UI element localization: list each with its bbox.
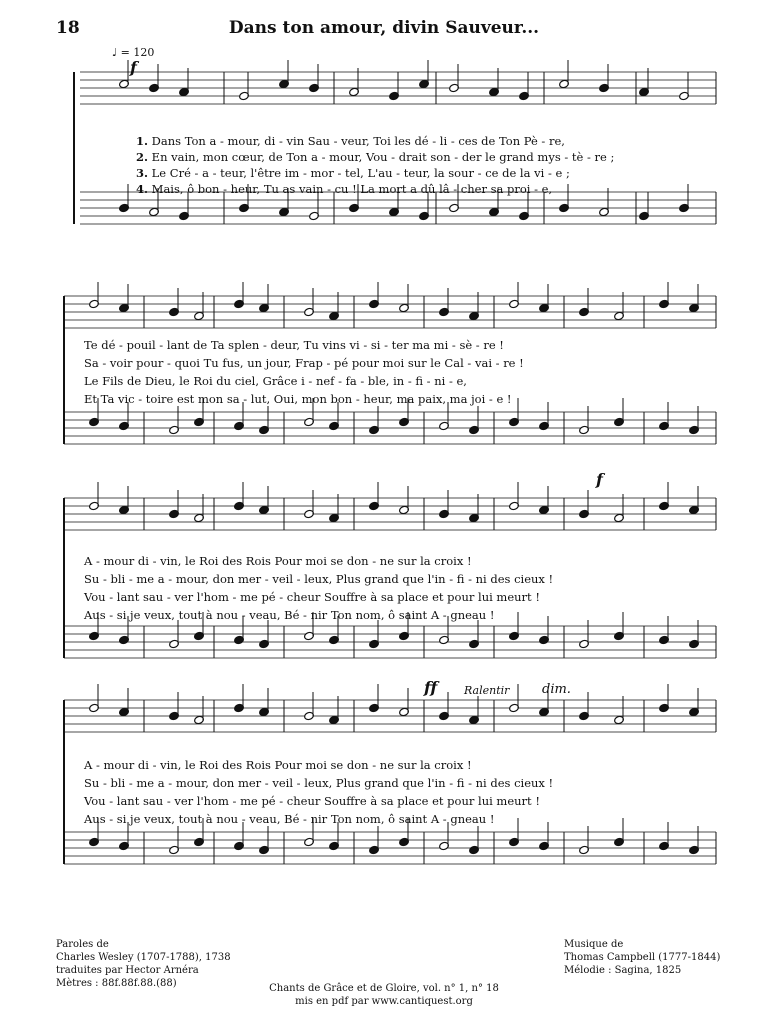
lyric-line-1: Te dé - pouil - lant de Ta splen - deur, Tu vins vi - si - ter ma mi - sè - re ! — [84, 338, 504, 352]
footer-right-line: Musique de — [564, 939, 624, 950]
footer-left-line: Mètres : 88f.88f.88.(88) — [56, 978, 177, 989]
lyric-line-3: Vou - lant sau - ver l'hom - me pé - cheur Souffre à sa place et pour lui meurt ! — [84, 590, 540, 604]
page-number: 18 — [56, 18, 80, 38]
dim-marking: dim. — [542, 682, 571, 697]
ralentir-marking: Ralentir — [464, 684, 510, 697]
grand-staff-3 — [24, 470, 744, 670]
footer-right-line: Mélodie : Sagina, 1825 — [564, 965, 682, 976]
lyric-line-4: Aus - si je veux, tout à nou - veau, Bé - nir Ton nom, ô saint A - gneau ! — [84, 812, 495, 826]
footer-left-line: Paroles de — [56, 939, 109, 950]
lyric-line-3: Le Fils de Dieu, le Roi du ciel, Grâce i - nef - fa - ble, in - fi - ni - e, — [84, 374, 467, 388]
lyric-line-2: Su - bli - me a - mour, don mer - veil - leux, Plus grand que l'in - fi - ni des cieux ! — [84, 572, 554, 586]
lyric-line-4: 4. Mais, ô bon - heur, Tu as vain - cu ! La mort a dû lâ - cher sa proi - e, — [136, 182, 553, 196]
tempo-marking: ♩ = 120 — [112, 46, 155, 59]
music-system-4 — [24, 676, 744, 886]
footer-right — [564, 938, 720, 977]
lyric-line-4: Aus - si je veux, tout à nou - veau, Bé - nir Ton nom, ô saint A - gneau ! — [84, 608, 495, 622]
footer-center-line: Chants de Grâce et de Gloire, vol. n° 1, n° 18 — [269, 983, 499, 994]
music-system-2 — [24, 282, 744, 462]
footer-center-line: mis en pdf par www.cantiquest.org — [295, 996, 473, 1007]
lyric-line-1: A - mour di - vin, le Roi des Rois Pour moi se don - ne sur la croix ! — [84, 554, 472, 568]
lyric-line-2: Sa - voir pour - quoi Tu fus, un jour, Frap - pé pour moi sur le Cal - vai - re ! — [84, 356, 524, 370]
footer-left-line: Charles Wesley (1707-1788), 1738 — [56, 952, 231, 963]
music-system-3 — [24, 470, 744, 670]
music-system-1 — [24, 44, 744, 269]
footer-right-line: Thomas Campbell (1777-1844) — [564, 952, 721, 963]
lyric-line-1: A - mour di - vin, le Roi des Rois Pour moi se don - ne sur la croix ! — [84, 758, 472, 772]
dynamic-forte-2: f — [596, 470, 603, 489]
lyric-line-2: 2. En vain, mon cœur, de Ton a - mour, Vou - drait son - der le grand mys - tè - re ; — [136, 150, 615, 164]
lyric-line-2: Su - bli - me a - mour, don mer - veil - leux, Plus grand que l'in - fi - ni des cieux ! — [84, 776, 554, 790]
footer-center — [0, 982, 768, 1008]
lyric-line-1: 1. Dans Ton a - mour, di - vin Sau - veur, Toi les dé - li - ces de Ton Pè - re, — [136, 134, 565, 148]
grand-staff-2 — [24, 282, 744, 462]
footer-left-line: traduites par Hector Arnéra — [56, 965, 199, 976]
dynamic-forte-1: f — [130, 58, 137, 77]
lyric-line-3: Vou - lant sau - ver l'hom - me pé - cheur Souffre à sa place et pour lui meurt ! — [84, 794, 540, 808]
page-title: Dans ton amour, divin Sauveur... — [228, 18, 540, 38]
lyric-line-3: 3. Le Cré - a - teur, l'être im - mor - tel, L'au - teur, la sour - ce de la vi - e ; — [136, 166, 570, 180]
dynamic-fortissimo: ff — [424, 678, 438, 697]
lyric-line-4: Et Ta vic - toire est mon sa - lut, Oui, mon bon - heur, ma paix, ma joi - e ! — [84, 392, 512, 406]
